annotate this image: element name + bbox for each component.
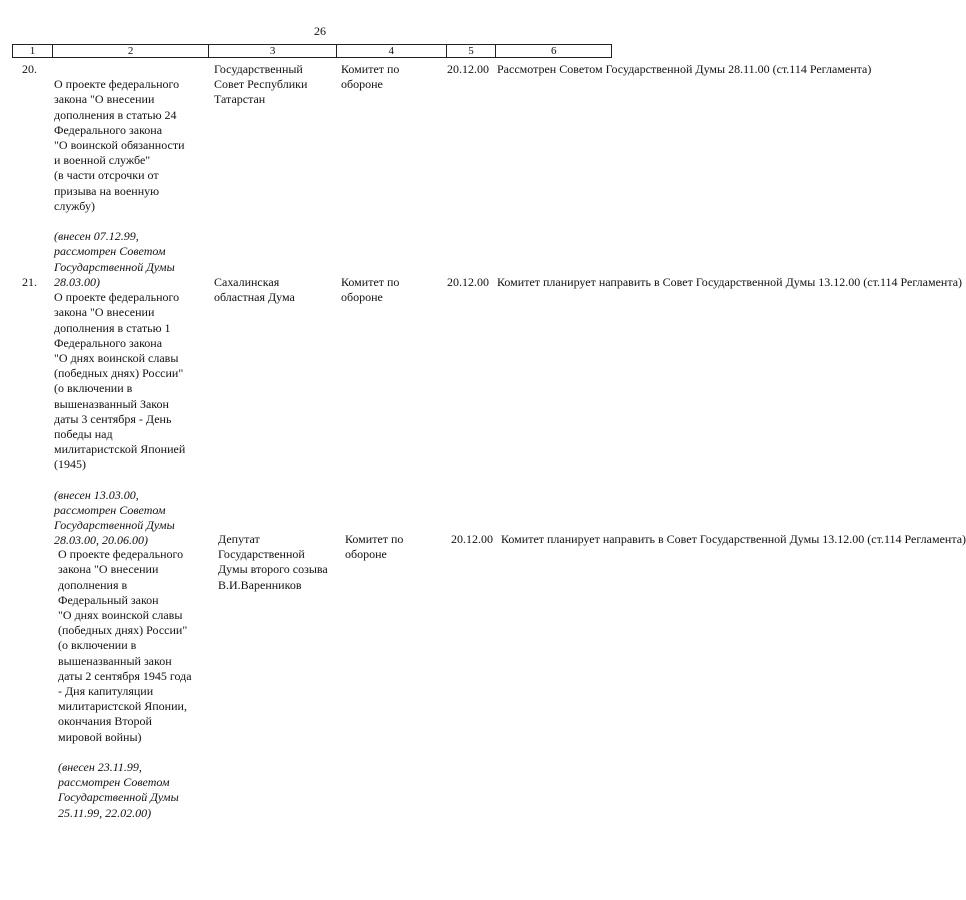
review-date: 20.12.00 <box>447 275 489 289</box>
bill-status: Комитет планирует направить в Совет Государственной Думы 13.12.00 (ст.114 Регламента) <box>497 275 963 289</box>
header-col-6: 6 <box>550 45 557 57</box>
bill-initiator: Государственный Совет Республики Татарстан <box>214 62 308 107</box>
row-number: 20. <box>22 62 37 76</box>
bill-description <box>56 532 213 836</box>
bill-initiator: Депутат Государственной Думы второго созыва В.И.Варенников <box>218 532 328 592</box>
responsible-committee: Комитет по обороне <box>341 62 400 92</box>
review-date: 20.12.00 <box>451 532 493 546</box>
header-col-4: 4 <box>337 45 447 57</box>
bill-title: О проекте федерального закона "О внесении дополнения в Федеральный закон "О днях воинской славы (победных днях) России" (о включении в вышеназванный закон даты 2 сентября 1945 года - Дня капитуляции милитаристской Японии, окончания Второй мировой войны) <box>58 547 192 744</box>
header-col-3: 3 <box>209 45 337 57</box>
bill-status: Комитет планирует направить в Совет Государственной Думы 13.12.00 (ст.114 Регламента) <box>501 532 966 546</box>
bill-note: (внесен 13.03.00, рассмотрен Советом Государственной Думы 28.03.00, 20.06.00) <box>54 487 175 548</box>
row-number: 21. <box>22 275 37 289</box>
row-number <box>16 532 56 836</box>
responsible-committee: Комитет по обороне <box>341 275 400 305</box>
bill-description <box>52 275 209 564</box>
header-col-1: 1 <box>13 45 53 57</box>
table-row <box>16 532 966 836</box>
bill-note: (внесен 07.12.99, рассмотрен Советом Государственной Думы 28.03.00) <box>54 229 175 289</box>
table-row <box>12 275 963 564</box>
review-date: 20.12.00 <box>447 62 489 76</box>
bill-title: О проекте федерального закона "О внесении дополнения в статью 1 Федерального закона "О днях воинской славы (победных днях) России" (о включении в вышеназванный Закон даты 3 сентября - День победы над милитаристской Японией (1945) <box>54 290 186 472</box>
bill-title: О проекте федерального закона "О внесении дополнения в статью 24 Федерального закона "О воинской обязанности и военной службе" (в части отсрочки от призыва на военную службу) <box>54 77 185 213</box>
bill-description <box>52 62 209 305</box>
header-col-5: 5 <box>447 45 497 57</box>
header-col-2: 2 <box>53 45 209 57</box>
responsible-committee: Комитет по обороне <box>345 532 404 562</box>
bill-status: Рассмотрен Советом Государственной Думы 28.11.00 (ст.114 Регламента) <box>497 62 872 76</box>
bill-note: (внесен 23.11.99, рассмотрен Советом Государственной Думы 25.11.99, 22.02.00) <box>58 760 179 820</box>
table-header <box>12 44 612 58</box>
page-number: 26 <box>314 24 326 38</box>
bill-initiator: Сахалинская областная Дума <box>214 275 295 305</box>
